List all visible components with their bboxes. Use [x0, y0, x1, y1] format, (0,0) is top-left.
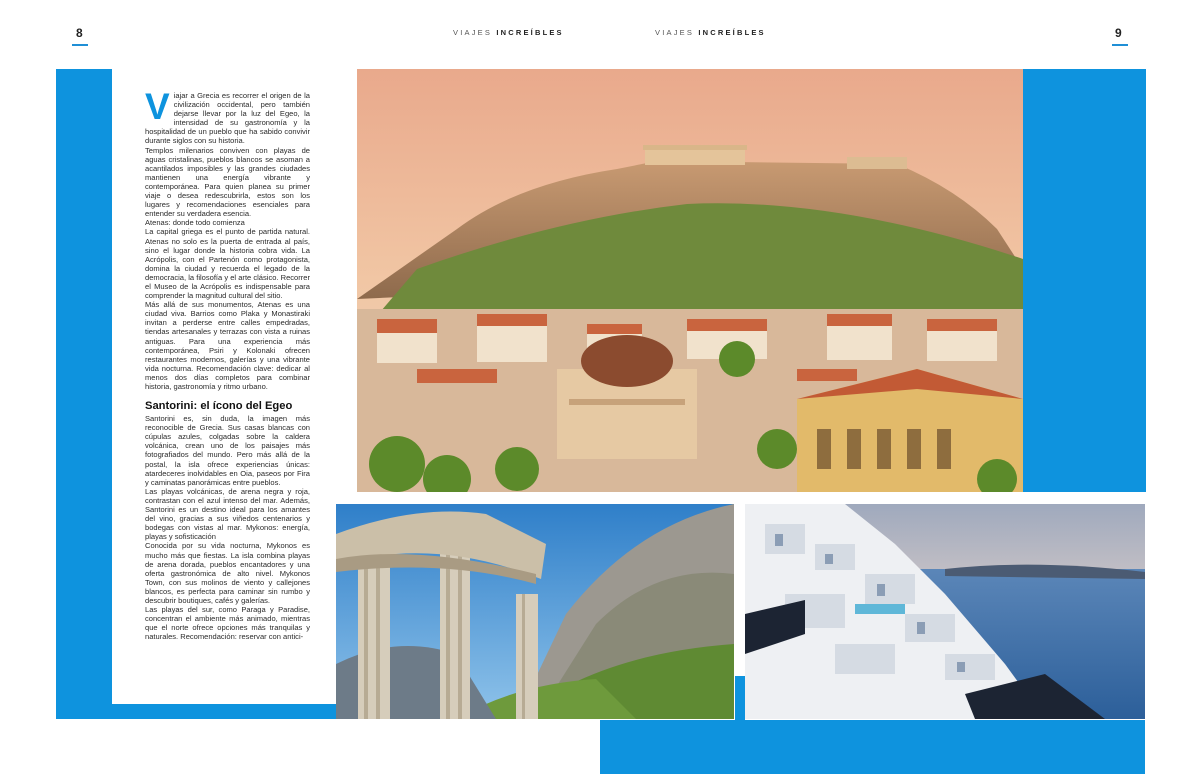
blue-block-left-bottom	[56, 704, 356, 719]
drop-cap: V	[145, 86, 170, 127]
paragraph-3: La capital griega es el punto de partida natural. Atenas no solo es la puerta de entrada al país, sino el lugar donde la historia cobra vida. La Acrópolis, con el Partenón como protagonista, domina la ciudad y recuerda el legado de la democracia, la filosofía y el arte clásico. Recorrer el Museo de la Acrópolis es indispensable para comprender la magnitud cultural del sitio.	[145, 227, 310, 301]
athens-illustration	[357, 69, 1023, 492]
section-heading-santorini: Santorini: el ícono del Egeo	[145, 400, 293, 413]
delphi-illustration	[336, 504, 734, 719]
page-number-rule-left	[72, 44, 88, 46]
paragraph-5: Santorini es, sin duda, la imagen más reconocible de Grecia. Sus casas blancas con cúpulas azules, colgadas sobre la caldera volcánica, crean uno de los paisajes más fotografiados del mundo. Pero más allá de la postal, la isla ofrece experiencias únicas: atardeceres inolvidables en Oia, paseos por Fira y caminatas panorámicas entre pueblos.	[145, 414, 310, 487]
running-head-left-part1: VIAJES	[453, 28, 493, 37]
article-body	[145, 86, 310, 642]
running-head-left-part2: INCREÍBLES	[496, 28, 564, 37]
running-head-right	[655, 28, 766, 37]
photo-santorini-caldera	[745, 504, 1145, 719]
subhead-athens: Atenas: donde todo comienza	[145, 218, 245, 228]
page-number-right: 9	[1115, 26, 1122, 40]
paragraph-7: Conocida por su vida nocturna, Mykonos es mucho más que fiestas. La isla combina playas de arena dorada, pueblos encantadores y una oferta gastronómica de alto nivel. Mykonos Town, con sus molinos de viento y callejones blancos, es perfecta para caminar sin rumbo y descubrir boutiques, cafés y galerías.	[145, 541, 310, 605]
photo-acropolis-athens	[357, 69, 1023, 492]
blue-block-strip	[735, 676, 745, 720]
page-number-left: 8	[76, 26, 83, 40]
running-head-right-part1: VIAJES	[655, 28, 695, 37]
blue-block-right	[1023, 69, 1146, 492]
running-head-right-part2: INCREÍBLES	[698, 28, 766, 37]
blue-block-bottom	[600, 720, 1145, 774]
paragraph-4: Más allá de sus monumentos, Atenas es una ciudad viva. Barrios como Plaka y Monastiraki invitan a perderse entre calles empedradas, tiendas artesanales y terrazas con vista a ruinas antiguas. Para una experiencia más contemporánea, Psiri y Kolonaki ofrecen restaurantes modernos, galerías y una vibrante vida nocturna. Recomendación clave: dedicar al menos dos días completos para combinar historia, gastronomía y ritmo urbano.	[145, 300, 310, 391]
blue-block-left	[56, 69, 112, 719]
santorini-illustration	[745, 504, 1145, 719]
running-head-left	[453, 28, 564, 37]
paragraph-1: iajar a Grecia es recorrer el origen de la civilización occidental, pero también dejarse llevar por la luz del Egeo, la intensidad de su gastronomía y la hospitalidad de un pueblo que ha sabido convivir durante siglos con su historia.	[145, 91, 310, 146]
paragraph-6: Las playas volcánicas, de arena negra y roja, contrastan con el azul intenso del mar. Además, Santorini es un destino ideal para los amantes del vino, gracias a sus viñedos centenarios y bodegas con vistas al mar. Mykonos: energía, playas y sofisticación	[145, 486, 310, 542]
paragraph-2: Templos milenarios conviven con playas de aguas cristalinas, pueblos blancos se asoman a acantilados imposibles y las grandes ciudades mantienen una energía vibrante y contemporánea. Para quien planea su primer viaje o desea redescubrirla, estos son los lugares y recomendaciones esenciales para entender su verdadera esencia.	[145, 145, 310, 219]
paragraph-8: Las playas del sur, como Paraga y Paradise, concentran el ambiente más animado, mientras que el norte ofrece opciones más tranquilas y naturales. Recomendación: reservar con antici-	[145, 605, 310, 642]
article-intro	[145, 86, 310, 146]
photo-tholos-delphi	[336, 504, 734, 719]
page-number-rule-right	[1112, 44, 1128, 46]
